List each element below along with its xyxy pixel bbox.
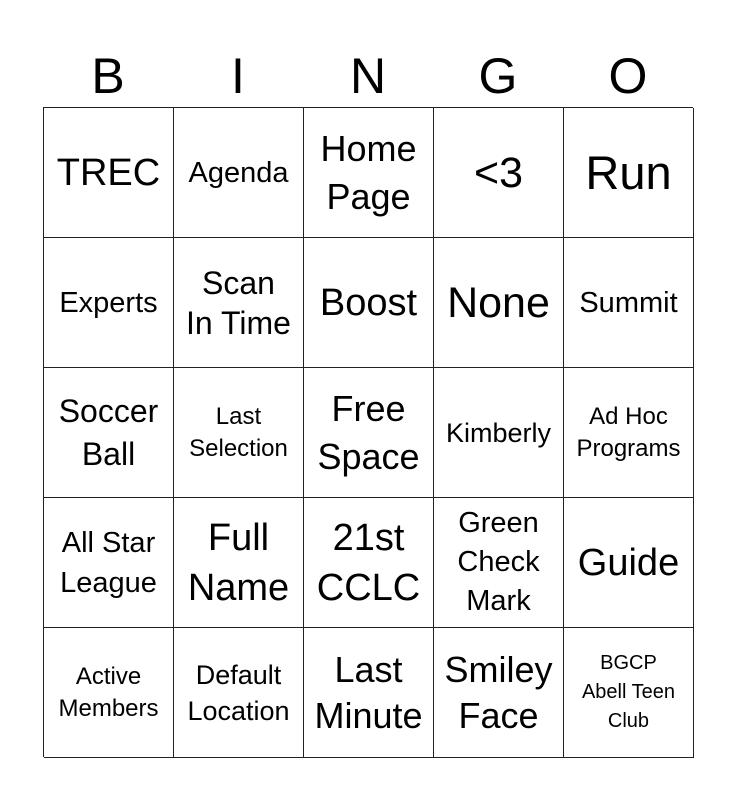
cell-label: Smiley Face [444,648,553,736]
bingo-cell[interactable] [304,368,434,498]
cell-label: Home Page [320,127,417,217]
bingo-cell[interactable] [564,628,694,758]
cell-label: All Star League [60,526,157,599]
cell-label: Active Members [58,662,159,722]
bingo-cell[interactable] [44,628,174,758]
bingo-cell[interactable] [174,238,304,368]
cell-label: <3 [473,148,524,197]
bingo-cell[interactable] [44,368,174,498]
cell-label: 21st CCLC [316,516,421,609]
bingo-header [43,44,693,108]
cell-label: Full Name [187,516,290,609]
header-letter-b: B [91,48,125,104]
bingo-cell[interactable] [434,108,564,238]
cell-label: Experts [59,286,158,319]
bingo-cell[interactable] [174,108,304,238]
bingo-cell[interactable] [564,498,694,628]
cell-label: Last Minute [314,648,423,736]
cell-label: BGCP Abell Teen Club [581,652,676,732]
bingo-cell[interactable] [44,238,174,368]
bingo-cell[interactable] [434,498,564,628]
header-letter-o: O [608,48,648,104]
bingo-cell[interactable] [434,628,564,758]
cell-label: Summit [579,286,678,319]
cell-label: Guide [577,541,680,584]
bingo-cell[interactable] [434,368,564,498]
bingo-cell[interactable] [564,238,694,368]
cell-label: Ad Hoc Programs [576,402,681,462]
cell-label: Default Location [187,659,290,726]
header-letter-g: G [478,48,518,104]
bingo-card-grid [43,107,693,757]
cell-label: Scan In Time [186,264,291,341]
bingo-cell[interactable] [174,498,304,628]
bingo-cell[interactable] [174,628,304,758]
bingo-cell[interactable] [304,498,434,628]
cell-label: Agenda [188,156,289,189]
cell-label: None [447,278,550,327]
bingo-cell[interactable] [434,238,564,368]
bingo-cell[interactable] [304,628,434,758]
cell-label: Kimberly [445,417,552,448]
bingo-cell[interactable] [564,368,694,498]
cell-label: Last Selection [189,402,288,462]
bingo-cell[interactable] [304,108,434,238]
cell-label: TREC [56,151,161,194]
header-letter-i: I [231,48,245,104]
header-letter-n: N [349,48,387,104]
bingo-cell[interactable] [44,108,174,238]
bingo-cell[interactable] [44,498,174,628]
cell-label: Run [585,145,672,199]
cell-label: Free Space [317,387,420,477]
bingo-cell[interactable] [564,108,694,238]
bingo-cell[interactable] [304,238,434,368]
cell-label: Green Check Mark [457,507,540,617]
cell-label: Boost [319,281,418,324]
bingo-cell[interactable] [174,368,304,498]
cell-label: Soccer Ball [58,392,159,472]
